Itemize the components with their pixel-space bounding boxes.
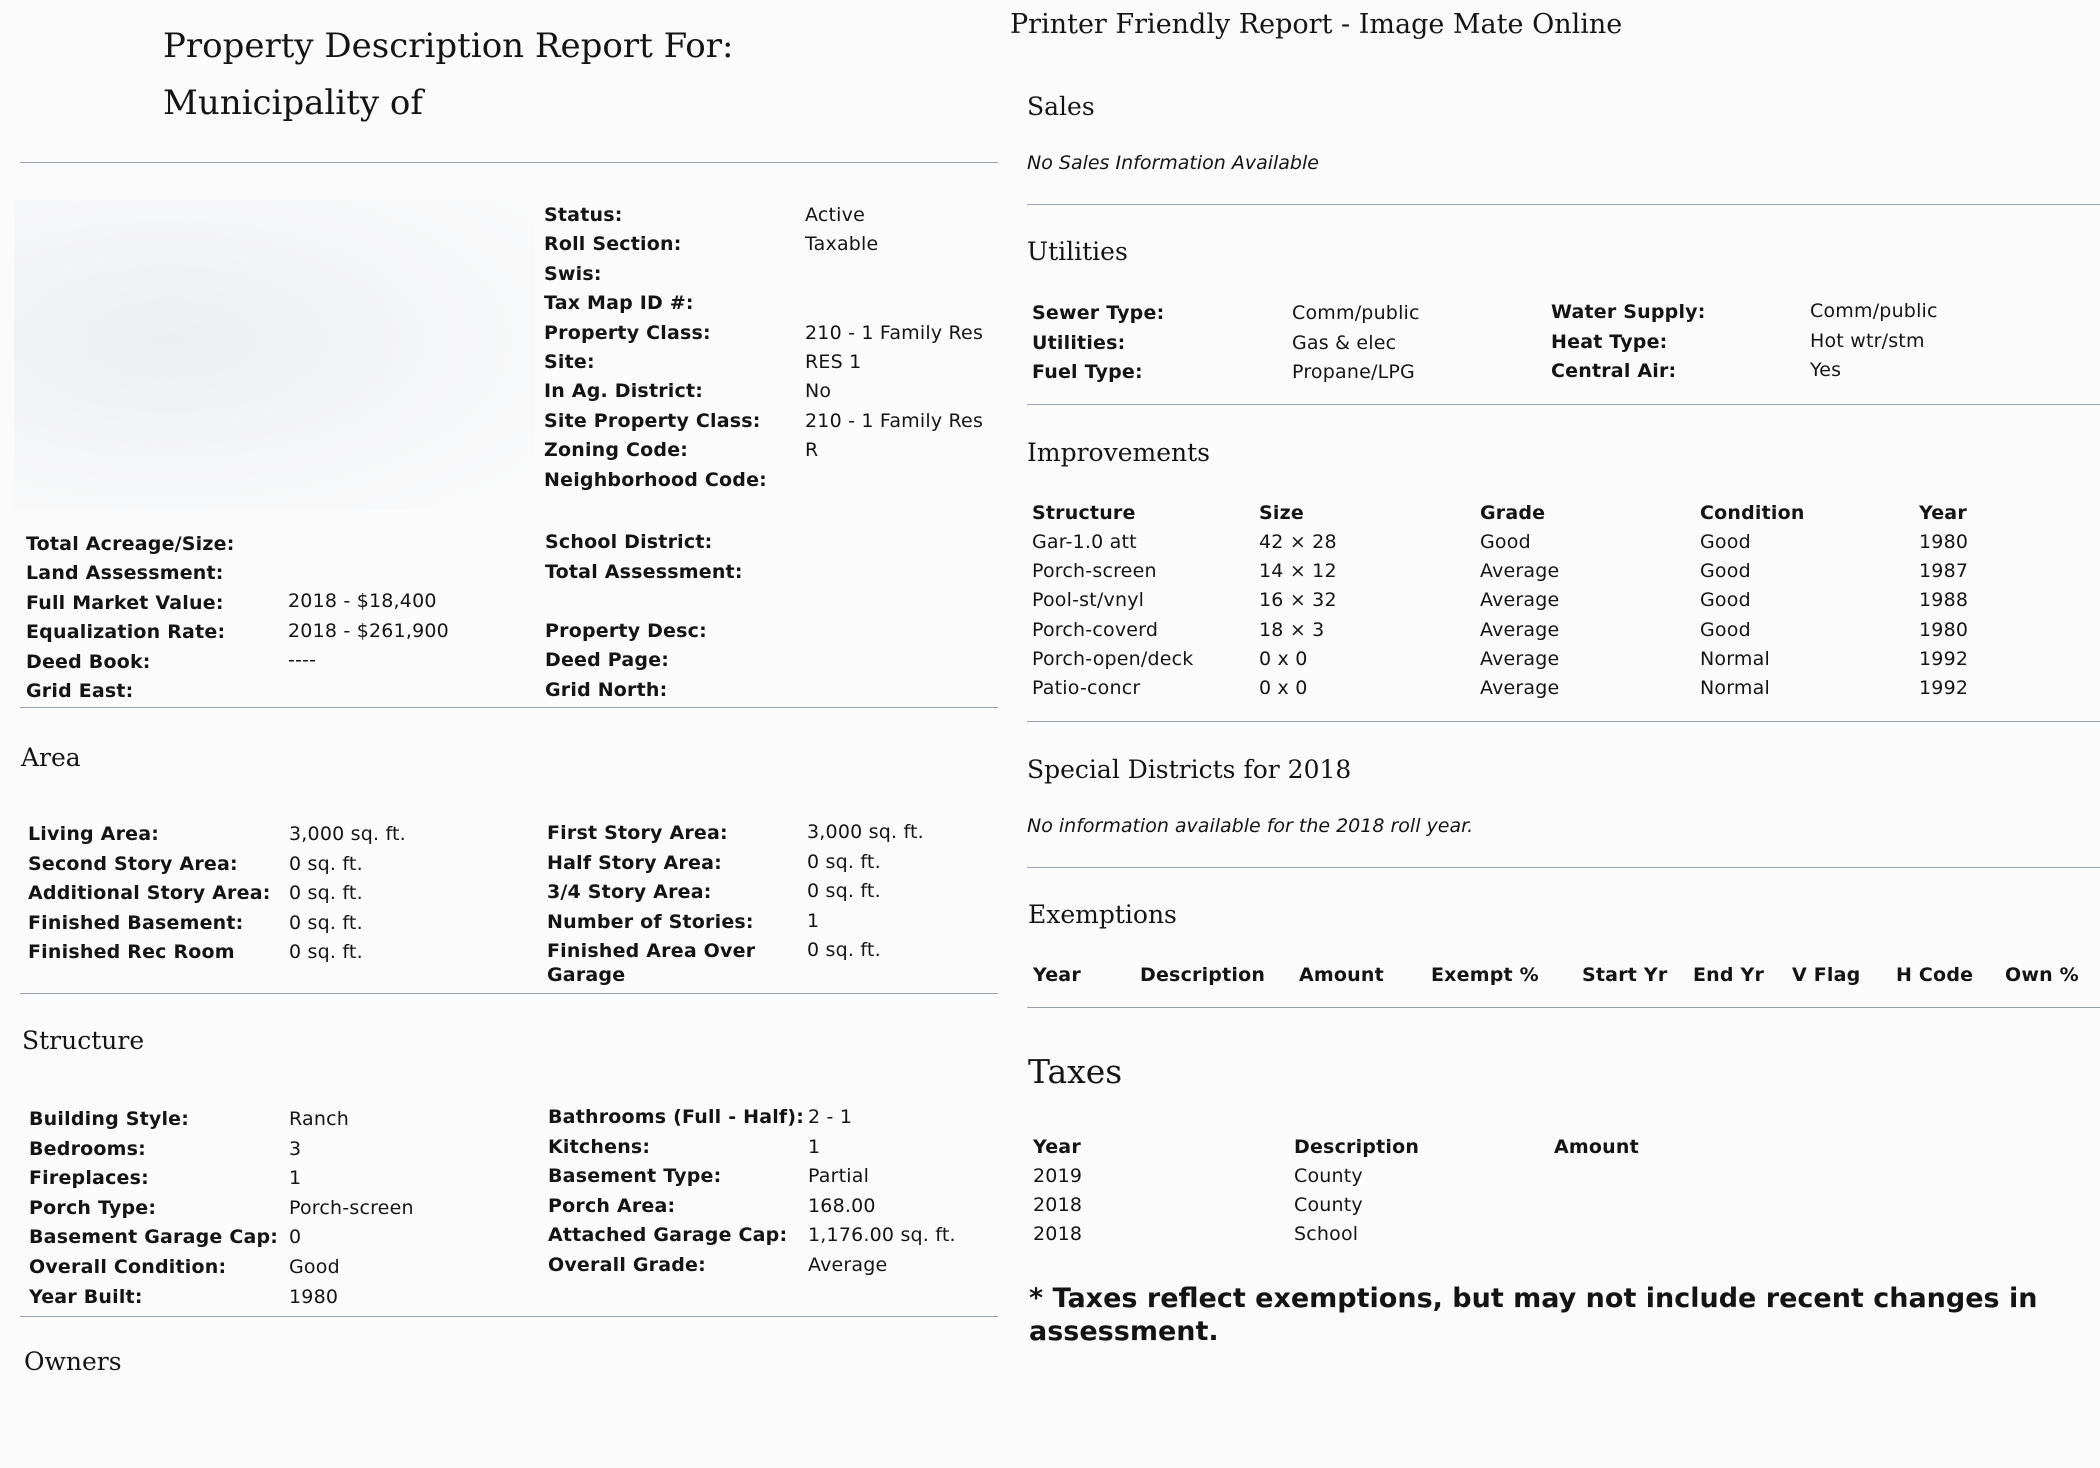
field-label: Half Story Area: <box>547 851 722 874</box>
field-label: Overall Condition: <box>29 1256 227 1278</box>
table-cell: Average <box>1480 677 1560 699</box>
field-value: 210 - 1 Family Res <box>805 409 984 432</box>
field-value: No <box>805 380 832 403</box>
field-value: Active <box>805 204 865 226</box>
field-label: Status: <box>544 204 623 226</box>
field-label: Grid North: <box>545 679 668 701</box>
table-cell: 1987 <box>1919 560 1969 583</box>
field-label: Property Class: <box>544 321 711 344</box>
field-value: Partial <box>808 1165 870 1188</box>
field-label: Utilities: <box>1032 331 1126 354</box>
table-cell: Normal <box>1700 647 1770 670</box>
field-label: Sewer Type: <box>1032 302 1165 324</box>
municipality-title: Municipality of <box>163 83 423 123</box>
field-label: Grid East: <box>26 680 134 702</box>
table-cell: Porch-screen <box>1032 560 1157 583</box>
divider <box>20 1316 998 1317</box>
column-header: Amount <box>1299 964 1384 986</box>
field-label: Basement Type: <box>548 1165 722 1188</box>
field-label: Total Acreage/Size: <box>26 533 235 555</box>
field-value: Gas & elec <box>1292 331 1397 354</box>
field-label: Total Assessment: <box>545 560 743 583</box>
table-cell: 2019 <box>1033 1165 1083 1187</box>
field-value: 3 <box>289 1137 302 1160</box>
table-cell: Normal <box>1700 677 1770 699</box>
field-value: Average <box>808 1254 888 1276</box>
owners-heading: Owners <box>24 1347 122 1376</box>
field-label: Full Market Value: <box>26 591 224 614</box>
table-cell: Good <box>1700 589 1751 612</box>
sales-heading: Sales <box>1027 92 1095 121</box>
field-label: Living Area: <box>28 823 160 845</box>
field-label: Basement Garage Cap: <box>29 1226 279 1249</box>
special-districts-heading: Special Districts for 2018 <box>1027 755 1352 784</box>
table-cell: 2018 <box>1033 1194 1083 1217</box>
column-header: Year <box>1919 502 1967 524</box>
field-value: Taxable <box>805 233 879 256</box>
field-value: ---- <box>288 649 317 672</box>
field-value: 0 sq. ft. <box>289 941 363 963</box>
column-header: Structure <box>1032 502 1136 524</box>
field-value: Ranch <box>289 1108 349 1130</box>
column-header: Description <box>1140 964 1266 986</box>
column-header: Year <box>1033 1136 1081 1158</box>
field-label: School District: <box>545 531 713 553</box>
field-value: Porch-screen <box>289 1196 414 1219</box>
field-value: 1,176.00 sq. ft. <box>808 1224 956 1247</box>
structure-heading: Structure <box>22 1026 145 1055</box>
field-label: Site Property Class: <box>544 409 761 432</box>
printer-report-title: Printer Friendly Report - Image Mate Online <box>1010 9 1623 40</box>
table-cell: 1988 <box>1919 589 1969 612</box>
column-header: Start Yr <box>1582 964 1668 986</box>
column-header: Exempt % <box>1431 964 1539 986</box>
column-header: Size <box>1259 502 1304 524</box>
divider <box>1027 404 2100 405</box>
field-label: Fuel Type: <box>1032 361 1143 383</box>
divider <box>20 162 998 163</box>
table-cell: Average <box>1480 647 1560 670</box>
column-header: Year <box>1033 964 1081 986</box>
field-value: RES 1 <box>805 351 862 373</box>
divider <box>1027 204 2100 205</box>
taxes-heading: Taxes <box>1028 1052 1123 1091</box>
column-header: Own % <box>2005 964 2079 986</box>
field-value: Hot wtr/stm <box>1810 329 1925 352</box>
taxes-note-line2: assessment. <box>1029 1316 1219 1347</box>
field-value: 1980 <box>289 1285 339 1308</box>
field-value: 0 sq. ft. <box>807 850 881 873</box>
field-label: Second Story Area: <box>28 852 238 875</box>
field-label: Roll Section: <box>544 233 682 256</box>
table-cell: Porch-open/deck <box>1032 647 1194 670</box>
area-label-garage: Garage <box>547 964 626 986</box>
field-value: 3,000 sq. ft. <box>289 823 406 845</box>
field-label: Additional Story Area: <box>28 882 271 904</box>
field-label: Attached Garage Cap: <box>548 1224 788 1247</box>
field-label: Finished Rec Room <box>28 941 235 963</box>
table-cell: Good <box>1480 531 1531 553</box>
field-label: 3/4 Story Area: <box>547 881 712 903</box>
field-value: 1 <box>808 1135 821 1158</box>
column-header: End Yr <box>1693 964 1765 986</box>
table-cell: Pool-st/vnyl <box>1032 589 1145 612</box>
field-label: Tax Map ID #: <box>544 292 694 315</box>
column-header: V Flag <box>1792 964 1861 986</box>
table-cell: 1992 <box>1919 677 1969 699</box>
property-photo-placeholder <box>14 200 534 510</box>
field-value: 210 - 1 Family Res <box>805 321 984 344</box>
report-title: Property Description Report For: <box>163 26 734 66</box>
table-cell: 2018 <box>1033 1223 1083 1246</box>
column-header: Condition <box>1700 502 1805 524</box>
field-label: Porch Area: <box>548 1194 676 1217</box>
field-value: 168.00 <box>808 1194 876 1217</box>
table-cell: Average <box>1480 560 1560 583</box>
field-value: 0 <box>289 1226 302 1249</box>
field-label: Number of Stories: <box>547 910 754 933</box>
taxes-note-line1: * Taxes reflect exemptions, but may not include recent changes in <box>1029 1283 2038 1314</box>
divider <box>1027 1007 2100 1008</box>
field-label: Overall Grade: <box>548 1254 706 1276</box>
field-value: 2 - 1 <box>808 1106 853 1128</box>
table-cell: Patio-concr <box>1032 677 1141 699</box>
table-cell: County <box>1294 1194 1363 1217</box>
field-value: 0 sq. ft. <box>289 852 363 875</box>
field-value: 0 sq. ft. <box>289 911 363 934</box>
field-value: Good <box>289 1256 340 1278</box>
field-label: Neighborhood Code: <box>544 468 767 491</box>
field-value: 2018 - $261,900 <box>288 619 449 642</box>
table-cell: 1992 <box>1919 647 1969 670</box>
column-header: Description <box>1294 1136 1420 1158</box>
field-label: Fireplaces: <box>29 1167 149 1190</box>
field-value: Yes <box>1810 359 1842 381</box>
table-cell: Average <box>1480 618 1560 641</box>
divider <box>1027 721 2100 722</box>
field-label: Bathrooms (Full - Half): <box>548 1106 805 1128</box>
field-label: Equalization Rate: <box>26 621 226 644</box>
divider <box>20 707 998 708</box>
field-value: 0 sq. ft. <box>807 880 881 902</box>
field-value: 3,000 sq. ft. <box>807 821 924 843</box>
column-header: Amount <box>1554 1136 1639 1158</box>
table-cell: Good <box>1700 618 1751 641</box>
field-label: Deed Page: <box>545 649 670 672</box>
field-label: Zoning Code: <box>544 439 689 462</box>
field-label: Swis: <box>544 262 602 285</box>
field-label: Porch Type: <box>29 1196 157 1219</box>
table-cell: School <box>1294 1223 1359 1246</box>
special-districts-message: No information available for the 2018 roll year. <box>1027 815 1474 837</box>
area-heading: Area <box>21 743 81 772</box>
field-value: 1 <box>807 909 820 932</box>
table-cell: 1980 <box>1919 618 1969 641</box>
table-cell: Good <box>1700 560 1751 583</box>
field-value: 2018 - $18,400 <box>288 590 437 613</box>
column-header: Grade <box>1480 502 1546 524</box>
field-label: Finished Area Over <box>547 940 756 962</box>
exemptions-heading: Exemptions <box>1028 900 1177 929</box>
table-cell: Porch-coverd <box>1032 618 1159 641</box>
table-cell: 42 × 28 <box>1259 531 1337 553</box>
table-cell: Gar-1.0 att <box>1032 531 1137 553</box>
field-label: Year Built: <box>29 1285 143 1308</box>
field-value: 1 <box>289 1167 302 1190</box>
field-label: Bedrooms: <box>29 1137 146 1160</box>
field-value: Propane/LPG <box>1292 361 1415 383</box>
improvements-heading: Improvements <box>1027 438 1210 467</box>
divider <box>1027 867 2100 868</box>
field-label: First Story Area: <box>547 822 728 844</box>
field-value: Comm/public <box>1292 302 1420 324</box>
field-value: 0 sq. ft. <box>807 939 881 961</box>
field-value: Comm/public <box>1810 300 1938 322</box>
field-value: 0 sq. ft. <box>289 882 363 904</box>
field-label: Site: <box>544 351 595 373</box>
field-label: Building Style: <box>29 1108 190 1130</box>
utilities-heading: Utilities <box>1027 237 1128 266</box>
field-label: In Ag. District: <box>544 380 704 403</box>
field-label: Kitchens: <box>548 1135 651 1158</box>
field-label: Central Air: <box>1551 360 1677 382</box>
sales-message: No Sales Information Available <box>1027 152 1319 174</box>
field-value: R <box>805 439 819 462</box>
field-label: Heat Type: <box>1551 330 1668 353</box>
table-cell: 0 x 0 <box>1259 677 1308 699</box>
field-label: Land Assessment: <box>26 562 224 585</box>
field-label: Deed Book: <box>26 650 151 673</box>
table-cell: 1980 <box>1919 531 1969 553</box>
divider <box>20 993 998 994</box>
field-label: Property Desc: <box>545 619 707 642</box>
table-cell: 18 × 3 <box>1259 618 1325 641</box>
table-cell: 14 × 12 <box>1259 560 1337 583</box>
table-cell: Average <box>1480 589 1560 612</box>
column-header: H Code <box>1896 964 1974 986</box>
field-label: Finished Basement: <box>28 911 244 934</box>
table-cell: 0 x 0 <box>1259 647 1308 670</box>
field-label: Water Supply: <box>1551 301 1706 323</box>
table-cell: County <box>1294 1165 1363 1187</box>
table-cell: 16 × 32 <box>1259 589 1337 612</box>
table-cell: Good <box>1700 531 1751 553</box>
